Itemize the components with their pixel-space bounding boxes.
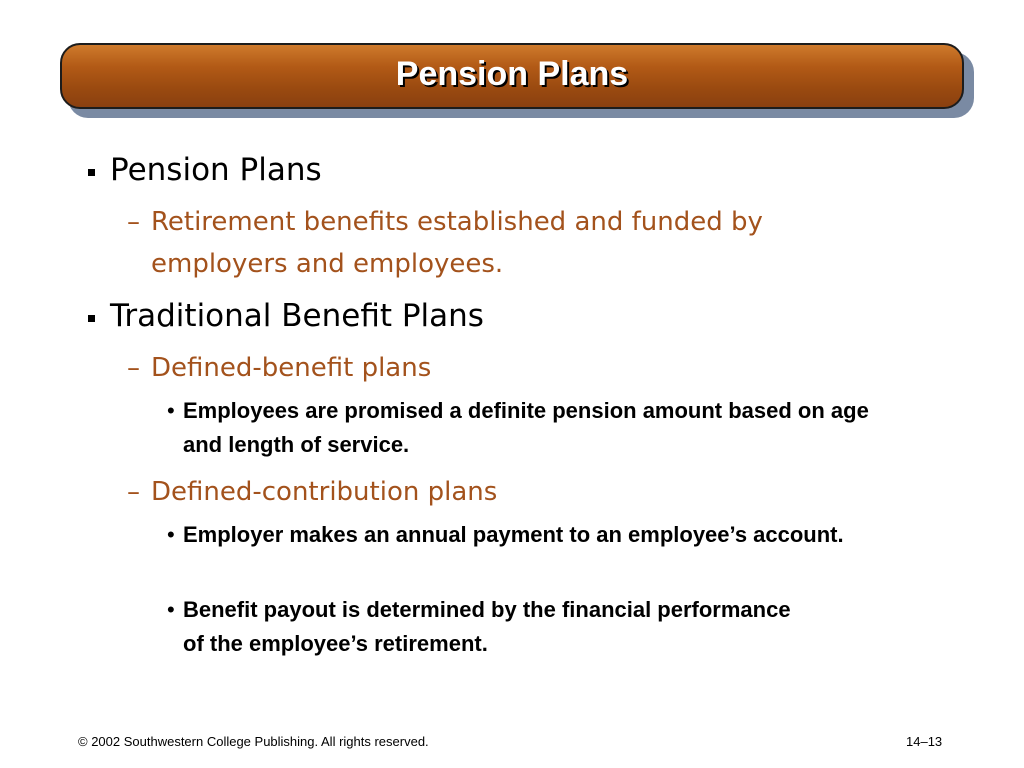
bullet-text: Traditional Benefit Plans	[110, 298, 484, 334]
subbullet-defined-contribution	[127, 471, 907, 513]
subbullet-text: Retirement benefits established and funded by employers and employees.	[151, 207, 763, 279]
bullet-pension-plans	[88, 150, 322, 190]
subbullet-retirement-benefits	[127, 201, 867, 285]
dot-bullet-icon: •	[167, 597, 175, 622]
dash-bullet-icon: –	[127, 207, 140, 237]
dot-bullet-icon: •	[167, 522, 175, 547]
subbullet-text: Defined-benefit plans	[151, 353, 432, 383]
dash-bullet-icon: –	[127, 353, 140, 383]
detail-benefit-payout	[167, 593, 807, 661]
subbullet-defined-benefit	[127, 347, 907, 389]
footer-copyright: © 2002 Southwestern College Publishing. All rights reserved.	[78, 734, 429, 749]
subbullet-text: Defined-contribution plans	[151, 477, 498, 507]
bullet-text: Pension Plans	[110, 152, 322, 188]
square-bullet-icon	[88, 169, 95, 176]
dot-bullet-icon: •	[167, 398, 175, 423]
detail-text: Benefit payout is determined by the financial performance of the employee’s retirement.	[183, 597, 791, 656]
detail-defined-benefit	[167, 394, 907, 462]
bullet-traditional-benefit-plans	[88, 296, 484, 336]
footer-page-number: 14–13	[906, 734, 943, 749]
square-bullet-icon	[88, 315, 95, 322]
detail-text: Employer makes an annual payment to an employee’s account.	[183, 522, 844, 547]
detail-employer-payment	[167, 518, 927, 552]
detail-text: Employees are promised a definite pension amount based on age and length of service.	[183, 398, 869, 457]
slide-title: Pension Plans	[395, 54, 629, 93]
dash-bullet-icon: –	[127, 477, 140, 507]
